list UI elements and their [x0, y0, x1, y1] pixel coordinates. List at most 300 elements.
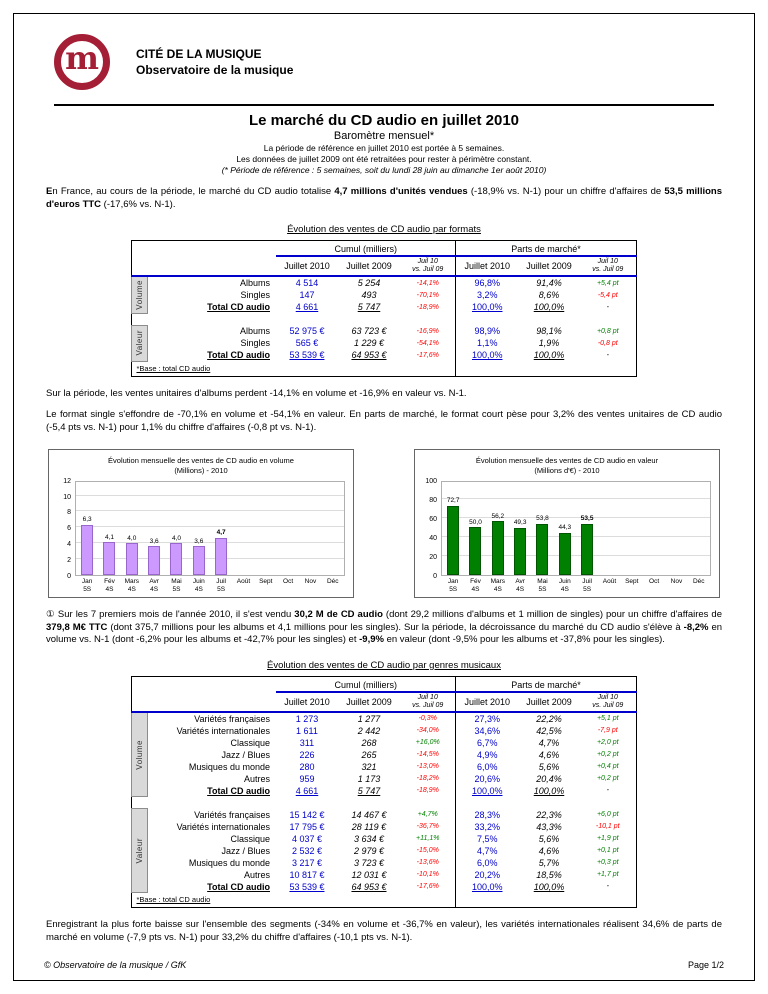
- value-cell: -70,1%: [416, 291, 439, 299]
- x-tick-label: Avr 4S: [515, 577, 525, 593]
- value-cell: 4 514: [295, 278, 319, 289]
- table-group-header-row: [132, 241, 636, 257]
- table-row: [132, 301, 636, 313]
- column-header: Juillet 2010: [456, 692, 518, 712]
- table-row: [132, 761, 636, 773]
- value-cell: -18,9%: [416, 787, 439, 795]
- x-tick-label: Juin 4S: [558, 577, 571, 593]
- ytd-paragraph: ① Sur les 7 premiers mois de l'année 2010, il s'est vendu 30,2 M de CD audio (dont 29,2 millions d'albums et 1 million de singles) pour un chiffre d'affaires de 379,8 M€ TTC (dont 375,7 millions pour les albums et 4,1 millions pour les singles). Sur la période, la décroissance du marché du CD audio s'élève à -8,2% en volume vs. N-1 (dont -6,2% pour les albums et -42,7% pour les singles) et -9,9% en valeur (dont -9,5% pour les albums et -37,8% pour les singles).: [46, 609, 723, 646]
- charts-row: [48, 449, 720, 598]
- value-cell: 6,0%: [456, 857, 518, 869]
- column-header: Juillet 2010: [456, 256, 518, 276]
- value-cell: -: [606, 351, 609, 359]
- bar: [193, 546, 205, 575]
- x-tick-label: Mars 4S: [124, 577, 140, 593]
- section-label: Valeur: [135, 330, 145, 356]
- column-header-line: Juil 10: [417, 693, 438, 701]
- spacer-row: [132, 313, 636, 325]
- value-cell: 6,7%: [456, 737, 518, 749]
- value-cell: +0,4 pt: [596, 763, 619, 771]
- value-cell: 22,2%: [536, 713, 562, 724]
- reference-note-1: La période de référence en juillet 2010 est portée à 5 semaines.: [263, 143, 505, 153]
- bar-slot: [143, 482, 165, 575]
- x-tick-label: Fév 4S: [104, 577, 115, 593]
- bar: [148, 546, 160, 575]
- value-cell: 27,3%: [456, 712, 518, 725]
- value-cell: -: [606, 303, 609, 311]
- x-tick-label: Nov: [670, 577, 683, 585]
- table-footnote-row: [132, 893, 636, 908]
- y-tick-label: 20: [429, 553, 437, 561]
- value-cell: 20,4%: [536, 773, 562, 784]
- volume-bar-chart: [48, 449, 354, 598]
- value-cell: 100,0%: [456, 785, 518, 797]
- table-footnote: *Base : total CD audio: [136, 363, 211, 373]
- y-tick-label: 6: [67, 525, 71, 533]
- bar-slot: [487, 482, 509, 575]
- row-label: Albums: [239, 326, 270, 337]
- bar-value-label: 44,3: [558, 524, 572, 532]
- row-label: Total CD audio: [207, 881, 270, 892]
- section-label: Volume: [135, 280, 145, 310]
- row-label: Musiques du monde: [188, 857, 270, 868]
- bar: [215, 538, 227, 575]
- value-cell: 3 217 €: [291, 857, 322, 868]
- spacer-cell: [456, 797, 636, 809]
- table-row: [132, 712, 636, 725]
- value-cell: 4 037 €: [291, 833, 322, 844]
- bar-value-label: 3,6: [194, 537, 204, 545]
- value-cell: 280: [299, 761, 315, 772]
- value-cell: -36,7%: [416, 823, 439, 831]
- value-cell: 2 979 €: [353, 845, 384, 856]
- value-cell: +0,2 pt: [596, 775, 619, 783]
- value-cell: 2 442: [357, 725, 381, 736]
- value-cell: +4,7%: [417, 811, 438, 819]
- value-cell: -16,9%: [416, 327, 439, 335]
- report-page: [13, 13, 755, 981]
- m-logo-icon: m: [65, 39, 99, 77]
- value-cell: 3 723 €: [353, 857, 384, 868]
- value-cell: 22,3%: [536, 809, 562, 820]
- row-label: Variétés internationales: [176, 821, 270, 832]
- value-cell: 42,5%: [536, 725, 562, 736]
- value-cell: 28 119 €: [351, 821, 387, 832]
- value-cell: 4,7%: [538, 737, 560, 748]
- table-row: [132, 749, 636, 761]
- value-cell: 3 634 €: [353, 833, 384, 844]
- value-cell: 20,6%: [456, 773, 518, 785]
- bar-slot: [531, 482, 553, 575]
- x-tick-label: Juil 5S: [216, 577, 227, 593]
- singles-paragraph: Le format single s'effondre de -70,1% en volume et -54,1% en valeur. En parts de marché, le format court pèse pour 3,2% des ventes unitaires de CD audio (-5,4 pts vs. N-1) pour 1,1% du chiffre d'affaires (-0,8 pt vs. N-1).: [46, 409, 722, 433]
- value-cell: 100,0%: [533, 881, 565, 892]
- value-cell: 1,1%: [456, 337, 518, 349]
- value-cell: 96,8%: [456, 276, 518, 289]
- value-cell: 100,0%: [456, 349, 518, 361]
- value-cell: 4 661: [295, 785, 319, 796]
- x-tick-label: Oct: [649, 577, 660, 585]
- bar-slot: [277, 482, 299, 575]
- value-cell: 321: [361, 761, 377, 772]
- albums-paragraph: Sur la période, les ventes unitaires d'albums perdent -14,1% en volume et -16,9% en valeur vs. N-1.: [46, 387, 467, 399]
- table-row: [132, 349, 636, 361]
- bar: [126, 543, 138, 575]
- x-tick-label: Jan 5S: [81, 577, 93, 593]
- value-cell: 7,5%: [456, 833, 518, 845]
- y-axis: [57, 477, 75, 580]
- spacer-row: [132, 797, 636, 809]
- column-header: Juillet 2009: [338, 692, 400, 712]
- bar-slot: [322, 482, 344, 575]
- bar-slot: [643, 482, 665, 575]
- chart-subtitle: (Millions) - 2010: [174, 466, 228, 475]
- genres-table: [131, 676, 636, 909]
- bar: [81, 525, 93, 575]
- column-header: Juillet 2009: [518, 692, 580, 712]
- value-cell: 14 467 €: [351, 809, 387, 820]
- corner-cell: [132, 241, 276, 257]
- x-tick-label: Nov: [304, 577, 317, 585]
- bar-slot: [76, 482, 98, 575]
- spacer-cell: [456, 313, 636, 325]
- row-label: Variétés françaises: [194, 809, 270, 820]
- org-subtitle: Observatoire de la musique: [136, 63, 294, 77]
- value-cell: +5,4 pt: [596, 279, 619, 287]
- bar-slot: [554, 482, 576, 575]
- value-cell: 4 661: [295, 302, 319, 313]
- section-label: Volume: [135, 739, 145, 770]
- bar-slot: [98, 482, 120, 575]
- value-cell: 34,6%: [456, 725, 518, 737]
- column-header: [400, 692, 456, 712]
- value-cell: 100,0%: [533, 785, 565, 796]
- value-cell: 5,7%: [538, 857, 560, 868]
- value-cell: 20,2%: [456, 869, 518, 881]
- value-cell: 6,0%: [456, 761, 518, 773]
- value-cell: -15,0%: [416, 847, 439, 855]
- value-cell: 4,7%: [456, 845, 518, 857]
- value-cell: 100,0%: [456, 881, 518, 893]
- table-row: [132, 325, 636, 337]
- y-tick-label: 0: [67, 572, 71, 580]
- x-tick-label: Juil 5S: [582, 577, 593, 593]
- reference-note-2: Les données de juillet 2009 ont été retraitées pour rester à périmètre constant.: [236, 154, 532, 164]
- column-header: [400, 256, 456, 276]
- column-header-line: Juil 10: [597, 693, 618, 701]
- x-tick-label: Sept: [625, 577, 639, 585]
- corner-cell: [132, 692, 276, 712]
- row-label: Total CD audio: [207, 350, 270, 361]
- value-cell: 28,3%: [456, 809, 518, 821]
- row-label: Singles: [240, 338, 270, 349]
- value-cell: +6,0 pt: [596, 811, 619, 819]
- chart-title: Évolution mensuelle des ventes de CD audio en volume: [108, 456, 294, 466]
- value-cell: -: [606, 787, 609, 795]
- value-cell: -17,6%: [416, 883, 439, 891]
- column-header: Juillet 2010: [276, 692, 338, 712]
- row-label: Variétés internationales: [176, 725, 270, 736]
- bar-slot: [576, 482, 598, 575]
- column-header: [580, 692, 636, 712]
- value-cell: -5,4 pt: [597, 291, 618, 299]
- formats-table-title: Évolution des ventes de CD audio par formats: [287, 224, 481, 236]
- row-label: Singles: [240, 290, 270, 301]
- value-cell: 100,0%: [533, 350, 565, 361]
- x-tick-label: Oct: [283, 577, 294, 585]
- chart-title: Évolution mensuelle des ventes de CD audio en valeur: [475, 456, 659, 466]
- row-label: Jazz / Blues: [221, 749, 270, 760]
- reference-note-3: (* Période de référence : 5 semaines, soit du lundi 28 juin au dimanche 1er août 2010): [221, 165, 547, 175]
- page-title: Le marché du CD audio en juillet 2010: [248, 112, 520, 129]
- y-tick-label: 80: [429, 496, 437, 504]
- plot-wrap: [423, 477, 711, 580]
- value-cell: 1 173: [357, 773, 381, 784]
- value-cell: 4,6%: [538, 749, 560, 760]
- column-header-line: Juil 10: [417, 258, 438, 266]
- x-tick-label: Mai 5S: [171, 577, 182, 593]
- column-header-line: vs. Juil 09: [592, 266, 624, 274]
- y-tick-label: 8: [67, 509, 71, 517]
- value-cell: 12 031 €: [351, 869, 387, 880]
- y-tick-label: 100: [425, 477, 437, 485]
- value-cell: 43,3%: [536, 821, 562, 832]
- international-paragraph: Enregistrant la plus forte baisse sur l'ensemble des segments (-34% en volume et -36,7% en valeur), les variétés internationales réalisent 34,6% de parts de marché en volume (-7,9 pts vs. N-1) pour 33,2% du chiffre d'affaires (-10,1 pts vs. N-1).: [46, 919, 722, 943]
- x-tick-label: Sept: [259, 577, 273, 585]
- value-cell: 493: [361, 290, 377, 301]
- table-row: [132, 737, 636, 749]
- bar-value-label: 53,8: [536, 515, 549, 523]
- bar-slot: [255, 482, 277, 575]
- value-cell: -: [606, 883, 609, 891]
- value-cell: 1 611: [296, 725, 318, 736]
- value-cell: 100,0%: [456, 301, 518, 313]
- value-cell: +2,0 pt: [596, 739, 619, 747]
- value-cell: 5 747: [357, 785, 381, 796]
- value-cell: 4,9%: [456, 749, 518, 761]
- value-cell: +0,3 pt: [596, 859, 619, 867]
- x-tick-label: Août: [602, 577, 617, 585]
- table-row: [132, 869, 636, 881]
- page-footer: [44, 960, 724, 970]
- section-label-cell: [132, 809, 148, 893]
- value-cell: 64 953 €: [351, 350, 387, 361]
- bar-slot: [299, 482, 321, 575]
- bar-value-label: 56,2: [491, 512, 505, 520]
- value-cell: 53 539 €: [289, 881, 325, 892]
- value-cell: +0,1 pt: [596, 847, 619, 855]
- value-cell: +16,0%: [415, 739, 440, 747]
- bar-value-label: 4,0: [127, 534, 137, 542]
- chart-subtitle: (Millions d'€) - 2010: [534, 466, 600, 475]
- intro-paragraph: En France, au cours de la période, le marché du CD audio totalise 4,7 millions d'unités vendues (-18,9% vs. N-1) pour un chiffre d'affaires de 53,5 millions d'euros TTC (-17,6% vs. N-1).: [46, 186, 722, 210]
- bar-slot: [442, 482, 464, 575]
- table-row: [132, 821, 636, 833]
- value-cell: 311: [299, 737, 315, 748]
- column-header-line: Juil 10: [597, 258, 618, 266]
- value-cell: 959: [299, 773, 315, 784]
- x-axis: [76, 578, 344, 594]
- row-label: Albums: [239, 278, 270, 289]
- plot-area: [441, 481, 711, 576]
- bar: [469, 527, 481, 575]
- row-label: Total CD audio: [207, 302, 270, 313]
- x-tick-label: Fév 4S: [470, 577, 481, 593]
- bar-slot: [232, 482, 254, 575]
- x-tick-label: Déc: [326, 577, 339, 585]
- value-cell: -7,9 pt: [597, 727, 618, 735]
- y-tick-label: 12: [63, 477, 71, 485]
- value-cell: +5,1 pt: [596, 715, 619, 723]
- bar: [559, 533, 571, 575]
- x-tick-label: Mai 5S: [537, 577, 548, 593]
- bar: [536, 524, 548, 575]
- y-tick-label: 0: [433, 572, 437, 580]
- table-row: [132, 833, 636, 845]
- value-cell: 3,2%: [456, 289, 518, 301]
- row-label: Classique: [230, 737, 270, 748]
- value-cell: 15 142 €: [289, 809, 325, 820]
- value-cell: 265: [361, 749, 377, 760]
- row-label: Variétés françaises: [194, 713, 270, 724]
- table-group-header-row: [132, 676, 636, 692]
- corner-cell: [132, 676, 276, 692]
- column-group-header: Parts de marché*: [456, 241, 636, 257]
- value-cell: -10,1%: [416, 871, 439, 879]
- y-tick-label: 4: [67, 541, 71, 549]
- bar-value-label: 3,6: [149, 537, 159, 545]
- value-cell: -18,2%: [416, 775, 439, 783]
- column-header: Juillet 2009: [518, 256, 580, 276]
- value-cell: 4,6%: [538, 845, 560, 856]
- y-tick-label: 10: [63, 493, 71, 501]
- section-label-cell: [132, 325, 148, 361]
- x-tick-label: Déc: [692, 577, 705, 585]
- column-group-header: Parts de marché*: [456, 676, 636, 692]
- bar-slot: [121, 482, 143, 575]
- bar-slot: [665, 482, 687, 575]
- value-cell: 53 539 €: [289, 350, 325, 361]
- table-row: [132, 845, 636, 857]
- plot-wrap: [57, 477, 345, 580]
- value-cell: 8,6%: [538, 290, 560, 301]
- value-cell: 5 747: [357, 302, 381, 313]
- row-label: Total CD audio: [207, 785, 270, 796]
- plot-area: [75, 481, 345, 576]
- org-name: CITÉ DE LA MUSIQUE: [136, 46, 262, 61]
- bar-slot: [621, 482, 643, 575]
- bar: [514, 528, 526, 575]
- value-cell: -0,8 pt: [597, 339, 618, 347]
- value-cell: 98,1%: [536, 326, 562, 337]
- table-row: [132, 773, 636, 785]
- value-cell: -10,1 pt: [595, 823, 620, 831]
- table-subheader-row: [132, 692, 636, 712]
- value-cell: 5,6%: [538, 833, 560, 844]
- bar-slot: [210, 482, 232, 575]
- value-cell: -17,6%: [416, 351, 439, 359]
- y-tick-label: 2: [67, 556, 71, 564]
- value-cell: -13,0%: [416, 763, 439, 771]
- value-cell: -14,1%: [416, 279, 439, 287]
- value-cell: 147: [299, 290, 315, 301]
- genres-table-title: Évolution des ventes de CD audio par genres musicaux: [267, 659, 501, 671]
- table-row: [132, 809, 636, 821]
- bar-value-label: 4,1: [104, 533, 115, 541]
- value-cell: +0,2 pt: [596, 751, 619, 759]
- bar: [581, 524, 593, 575]
- row-label: Autres: [243, 773, 270, 784]
- value-cell: -13,6%: [416, 859, 439, 867]
- table-footnote: *Base : total CD audio: [136, 895, 211, 905]
- bar-slot: [165, 482, 187, 575]
- value-cell: 268: [361, 737, 377, 748]
- bars: [442, 482, 710, 575]
- value-cell: 52 975 €: [289, 326, 325, 337]
- column-header: [580, 256, 636, 276]
- table-row: [132, 725, 636, 737]
- value-cell: 98,9%: [456, 325, 518, 337]
- bar-slot: [464, 482, 486, 575]
- value-cell: 1 277: [357, 713, 381, 724]
- org-block: [136, 46, 293, 78]
- value-cell: 226: [299, 749, 315, 760]
- row-label: Jazz / Blues: [221, 845, 270, 856]
- value-cell: 2 532 €: [291, 845, 322, 856]
- bar-value-label: 6,3: [82, 516, 92, 524]
- column-header-line: vs. Juil 09: [592, 701, 624, 709]
- table-row: [132, 289, 636, 301]
- bar: [170, 543, 182, 575]
- value-cell: -54,1%: [416, 339, 439, 347]
- bar-value-label: 49,3: [513, 519, 527, 527]
- header-divider: [54, 104, 714, 106]
- x-tick-label: Avr 4S: [149, 577, 159, 593]
- section-label-cell: [132, 712, 148, 797]
- value-cell: +1,9 pt: [596, 835, 619, 843]
- spacer-cell: [132, 313, 456, 325]
- page-subtitle: Baromètre mensuel*: [333, 130, 435, 142]
- value-cell: 10 817 €: [289, 869, 325, 880]
- value-cell: 64 953 €: [351, 881, 387, 892]
- value-cell: 5,6%: [538, 761, 560, 772]
- bar-slot: [688, 482, 710, 575]
- value-cell: -0,3%: [418, 715, 437, 723]
- column-header: Juillet 2009: [338, 256, 400, 276]
- bar-slot: [188, 482, 210, 575]
- y-tick-label: 40: [429, 534, 437, 542]
- page-number: Page 1/2: [687, 960, 724, 970]
- bar-value-label: 53,5: [580, 515, 594, 523]
- formats-table: [131, 240, 636, 377]
- table-row: [132, 881, 636, 893]
- table-subheader-row: [132, 256, 636, 276]
- value-cell: 1 229 €: [353, 338, 384, 349]
- value-cell: -18,9%: [416, 303, 439, 311]
- y-axis: [423, 477, 441, 580]
- x-tick-label: Juin 4S: [192, 577, 205, 593]
- x-tick-label: Août: [236, 577, 251, 585]
- table-footnote-row: [132, 361, 636, 376]
- x-tick-label: Mars 4S: [490, 577, 506, 593]
- column-header-line: vs. Juil 09: [412, 266, 444, 274]
- value-cell: 33,2%: [456, 821, 518, 833]
- row-label: Musiques du monde: [188, 761, 270, 772]
- x-axis: [442, 578, 710, 594]
- table-footnote-spacer: [456, 893, 636, 908]
- bar: [447, 506, 459, 575]
- corner-cell: [132, 256, 276, 276]
